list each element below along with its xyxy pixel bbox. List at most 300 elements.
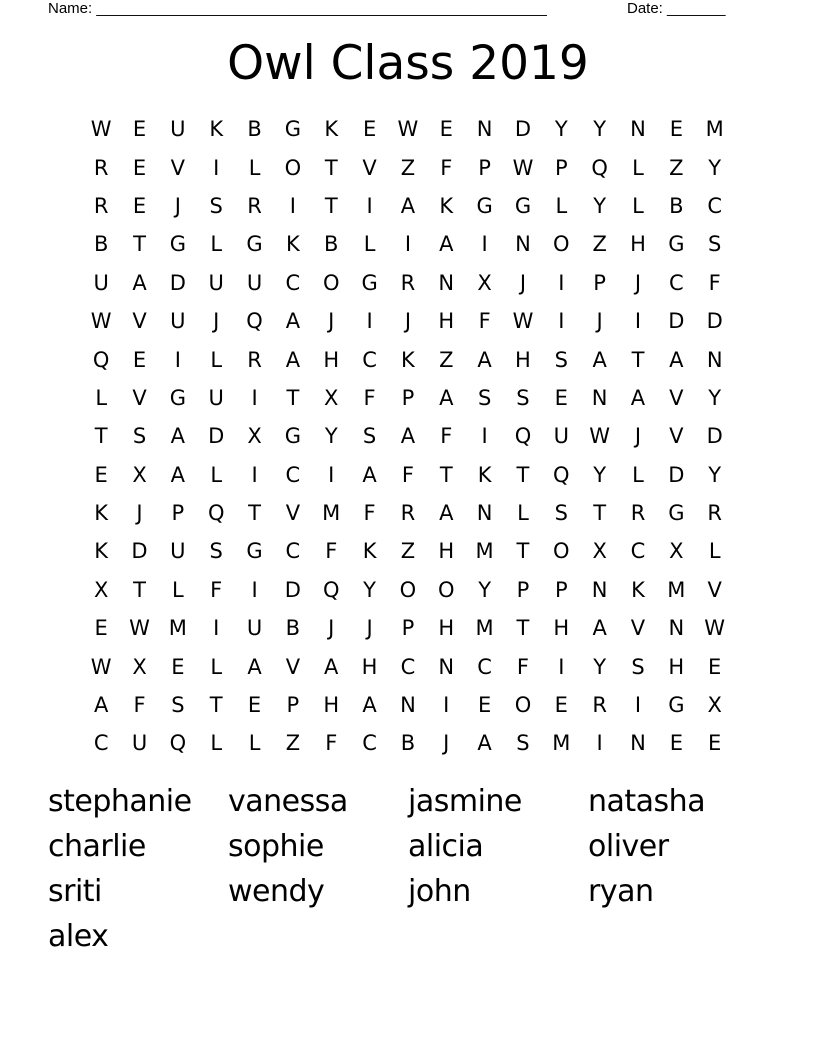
grid-letter: D (169, 270, 186, 295)
grid-letter: F (478, 309, 491, 334)
grid-letter: T (516, 616, 530, 641)
word-list (48, 779, 768, 959)
grid-letter: E (708, 654, 722, 679)
grid-letter: L (632, 462, 644, 487)
grid-letter: X (324, 385, 339, 410)
grid-letter: J (366, 616, 373, 641)
grid-letter: F (325, 539, 338, 564)
grid-letter: A (324, 654, 339, 679)
grid-letter: J (136, 501, 143, 526)
grid-letter: D (131, 539, 148, 564)
worksheet-header (48, 0, 768, 19)
grid-letter: K (477, 462, 492, 487)
grid-letter: W (397, 117, 419, 142)
grid-letter: S (477, 385, 492, 410)
grid-letter: V (132, 309, 147, 334)
grid-letter: A (592, 347, 607, 372)
grid-letter: G (361, 270, 378, 295)
grid-letter: O (322, 270, 340, 295)
grid-letter: A (630, 385, 646, 410)
grid-letter: F (325, 731, 338, 756)
grid-letter: R (247, 347, 262, 372)
grid-letter: W (90, 654, 112, 679)
grid-letter: A (285, 347, 301, 372)
grid-letter: E (132, 117, 147, 142)
grid-letter: F (440, 424, 453, 449)
grid-letter: F (708, 270, 721, 295)
grid-letter: E (132, 155, 147, 180)
grid-letter: B (285, 616, 301, 641)
grid-letter: L (708, 539, 721, 564)
grid-letter: K (94, 539, 109, 564)
grid-letter: Z (400, 539, 416, 564)
grid-letter: G (668, 232, 685, 257)
grid-letter: X (247, 424, 262, 449)
grid-letter: U (131, 731, 148, 756)
grid-letter: E (94, 462, 108, 487)
grid-letter: P (554, 577, 568, 602)
grid-letter: R (630, 501, 646, 526)
grid-letter: I (289, 193, 296, 218)
grid-letter: S (132, 424, 147, 449)
grid-letter: V (362, 155, 377, 180)
grid-letter: U (170, 309, 186, 334)
name-field: Name: ______________________________________________________ (48, 0, 547, 17)
grid-letter: B (247, 117, 262, 142)
grid-letter: D (514, 117, 532, 142)
grid-letter: I (213, 616, 220, 641)
grid-letter: G (284, 424, 302, 449)
grid-letter: V (707, 577, 722, 602)
grid-letter: O (438, 577, 455, 602)
grid-letter: G (476, 193, 493, 218)
grid-letter: D (284, 577, 301, 602)
grid-letter: N (668, 616, 685, 641)
grid-letter: C (285, 462, 301, 487)
grid-letter: O (514, 693, 532, 718)
grid-letter: T (248, 501, 261, 526)
grid-letter: L (172, 577, 184, 602)
grid-letter: A (170, 424, 186, 449)
word-list-item: john (408, 874, 471, 909)
grid-letter: J (328, 616, 335, 641)
grid-letter: T (209, 693, 223, 718)
grid-letter: X (132, 654, 147, 679)
grid-letter: S (554, 501, 568, 526)
grid-letter: I (634, 693, 642, 718)
grid-letter: L (632, 193, 644, 218)
grid-letter: K (209, 117, 224, 142)
grid-letter: P (593, 270, 606, 295)
grid-letter: E (132, 193, 147, 218)
grid-letter: J (174, 193, 181, 218)
grid-letter: I (481, 424, 488, 449)
grid-letter: A (285, 309, 301, 334)
grid-letter: J (596, 309, 603, 334)
grid-letter: A (93, 693, 109, 718)
grid-letter: N (591, 385, 608, 410)
grid-letter: L (248, 731, 261, 756)
grid-letter: U (553, 424, 569, 449)
grid-letter: V (132, 385, 147, 410)
grid-letter: S (708, 232, 722, 257)
grid-letter: Q (169, 731, 187, 756)
grid-letter: S (171, 693, 185, 718)
grid-letter: L (210, 654, 223, 679)
grid-letter: E (132, 347, 147, 372)
grid-letter: J (328, 309, 335, 334)
grid-letter: F (363, 385, 376, 410)
grid-letter: P (516, 577, 530, 602)
grid-letter: Q (92, 347, 110, 372)
grid-letter: Q (514, 424, 532, 449)
grid-letter: M (168, 616, 187, 641)
grid-letter: Y (363, 577, 376, 602)
grid-letter: N (438, 270, 455, 295)
grid-letter: P (401, 385, 415, 410)
grid-letter: I (213, 155, 220, 180)
grid-letter: D (706, 424, 723, 449)
grid-letter: L (210, 462, 223, 487)
grid-letter: J (634, 270, 642, 295)
grid-letter: K (631, 577, 645, 602)
grid-letter: G (514, 193, 532, 218)
grid-letter: W (589, 424, 611, 449)
grid-letter: K (324, 117, 339, 142)
grid-letter: X (707, 693, 722, 718)
grid-letter: X (132, 462, 147, 487)
grid-letter: A (132, 270, 147, 295)
grid-letter: Y (708, 462, 722, 487)
grid-letter: N (706, 347, 723, 372)
grid-letter: L (210, 232, 223, 257)
grid-letter: Y (593, 462, 607, 487)
grid-letter: M (705, 117, 724, 142)
grid-letter: E (247, 693, 262, 718)
grid-letter: L (517, 501, 529, 526)
page-title: Owl Class 2019 (227, 36, 589, 91)
word-list-item: charlie (48, 829, 146, 864)
grid-letter: F (401, 462, 414, 487)
grid-letter: R (247, 193, 262, 218)
word-list-item: natasha (588, 784, 706, 819)
grid-letter: D (668, 462, 685, 487)
grid-letter: T (133, 232, 146, 257)
grid-letter: F (516, 654, 529, 679)
grid-letter: R (93, 193, 109, 218)
grid-letter: U (246, 616, 263, 641)
grid-letter: P (554, 155, 568, 180)
grid-letter: E (439, 117, 453, 142)
word-list-item: stephanie (48, 784, 192, 819)
grid-letter: I (558, 270, 565, 295)
grid-letter: V (630, 616, 646, 641)
grid-letter: G (246, 232, 263, 257)
grid-letter: T (94, 424, 108, 449)
grid-letter: C (362, 347, 377, 372)
grid-letter: O (553, 232, 570, 257)
grid-letter: N (400, 693, 416, 718)
grid-letter: O (553, 539, 570, 564)
grid-letter: P (286, 693, 300, 718)
grid-letter: L (210, 731, 223, 756)
grid-letter: R (93, 155, 109, 180)
word-list-item: alicia (408, 829, 484, 864)
grid-letter: J (443, 731, 450, 756)
grid-letter: C (668, 270, 684, 295)
word-list-item: alex (48, 919, 109, 954)
grid-letter: Y (593, 193, 607, 218)
grid-letter: D (706, 309, 723, 334)
word-list-item: sriti (48, 874, 102, 909)
grid-letter: D (208, 424, 225, 449)
grid-letter: S (362, 424, 377, 449)
grid-letter: M (667, 577, 686, 602)
grid-letter: J (634, 424, 642, 449)
grid-letter: P (171, 501, 185, 526)
grid-letter: O (284, 155, 302, 180)
grid-letter: V (285, 501, 301, 526)
grid-letter: Z (669, 155, 684, 180)
grid-letter: A (362, 693, 377, 718)
grid-letter: I (366, 309, 373, 334)
grid-letter: L (555, 193, 568, 218)
grid-letter: T (324, 155, 338, 180)
grid-letter: H (323, 693, 340, 718)
grid-letter: E (554, 693, 568, 718)
grid-letter: S (516, 731, 530, 756)
grid-letter: I (481, 232, 488, 257)
grid-letter: H (668, 654, 685, 679)
grid-letter: B (93, 232, 109, 257)
grid-letter: Z (285, 731, 301, 756)
grid-letter: G (668, 501, 685, 526)
grid-letter: C (93, 731, 109, 756)
grid-letter: A (439, 385, 454, 410)
grid-letter: J (519, 270, 527, 295)
grid-letter: P (401, 616, 415, 641)
grid-letter: Z (592, 232, 607, 257)
grid-letter: E (669, 117, 683, 142)
grid-letter: I (328, 462, 335, 487)
grid-letter: H (438, 539, 455, 564)
grid-letter: X (669, 539, 684, 564)
grid-letter: T (516, 462, 530, 487)
grid-letter: H (553, 616, 570, 641)
grid-letter: Y (554, 117, 568, 142)
grid-letter: S (209, 193, 223, 218)
grid-letter: S (631, 654, 645, 679)
grid-letter: E (708, 731, 722, 756)
word-list-item: sophie (228, 829, 324, 864)
grid-letter: U (93, 270, 109, 295)
grid-letter: L (210, 347, 223, 372)
grid-letter: I (366, 193, 373, 218)
grid-letter: Y (708, 385, 722, 410)
grid-letter: B (324, 232, 339, 257)
grid-letter: K (94, 501, 109, 526)
grid-letter: E (171, 654, 185, 679)
grid-letter: Y (708, 155, 722, 180)
grid-letter: V (669, 424, 684, 449)
grid-letter: U (170, 117, 186, 142)
grid-letter: T (324, 193, 338, 218)
grid-letter: E (94, 616, 108, 641)
grid-letter: I (251, 385, 258, 410)
grid-letter: L (363, 232, 376, 257)
grid-letter: X (477, 270, 492, 295)
grid-letter: M (475, 539, 494, 564)
grid-letter: H (438, 309, 455, 334)
grid-letter: A (247, 654, 262, 679)
grid-letter: W (704, 616, 726, 641)
grid-letter: T (593, 501, 607, 526)
grid-letter: N (515, 232, 531, 257)
grid-letter: B (400, 731, 416, 756)
grid-letter: U (246, 270, 263, 295)
grid-letter: Y (478, 577, 492, 602)
grid-letter: C (707, 193, 722, 218)
grid-letter: A (477, 731, 492, 756)
grid-letter: I (634, 309, 642, 334)
grid-letter: M (322, 501, 341, 526)
grid-letter: T (133, 577, 146, 602)
grid-letter: T (439, 462, 453, 487)
grid-letter: K (439, 193, 454, 218)
grid-letter: N (476, 501, 493, 526)
grid-letter: Q (591, 155, 608, 180)
grid-letter: F (363, 501, 376, 526)
grid-letter: Y (593, 654, 607, 679)
grid-letter: G (169, 232, 186, 257)
grid-letter: V (285, 654, 301, 679)
grid-letter: X (592, 539, 607, 564)
grid-letter: H (515, 347, 531, 372)
grid-letter: M (552, 731, 571, 756)
grid-letter: L (248, 155, 261, 180)
grid-letter: L (632, 155, 644, 180)
grid-letter: R (592, 693, 607, 718)
grid-letter: H (438, 616, 455, 641)
grid-letter: W (90, 117, 112, 142)
grid-letter: T (516, 539, 530, 564)
grid-letter: T (286, 385, 300, 410)
grid-letter: W (129, 616, 150, 641)
word-list-item: oliver (588, 829, 669, 864)
grid-letter: A (669, 347, 684, 372)
grid-letter: H (630, 232, 646, 257)
grid-letter: W (512, 309, 534, 334)
grid-letter: I (558, 309, 565, 334)
grid-letter: U (208, 270, 224, 295)
grid-letter: R (400, 501, 416, 526)
grid-letter: I (251, 462, 258, 487)
grid-letter: H (323, 347, 340, 372)
grid-letter: Z (439, 347, 454, 372)
grid-letter: J (404, 309, 412, 334)
grid-letter: Q (322, 577, 340, 602)
grid-letter: H (361, 654, 378, 679)
grid-letter: X (93, 577, 109, 602)
grid-letter: N (438, 654, 455, 679)
word-list-item: wendy (228, 874, 325, 909)
grid-letter: P (478, 155, 491, 180)
grid-letter: S (554, 347, 568, 372)
grid-letter: F (210, 577, 223, 602)
grid-letter: A (400, 424, 416, 449)
grid-letter: W (512, 155, 534, 180)
grid-letter: S (516, 385, 530, 410)
grid-letter: R (707, 501, 722, 526)
grid-letter: A (439, 501, 454, 526)
grid-letter: N (630, 731, 646, 756)
grid-letter: K (401, 347, 415, 372)
grid-letter: I (174, 347, 181, 372)
grid-letter: N (630, 117, 646, 142)
date-field: Date: _______ (627, 0, 726, 17)
grid-letter: Q (207, 501, 225, 526)
grid-letter: Q (246, 309, 263, 334)
grid-letter: I (404, 232, 412, 257)
grid-letter: E (669, 731, 683, 756)
grid-letter: U (208, 385, 224, 410)
grid-letter: B (669, 193, 684, 218)
grid-letter: U (170, 539, 186, 564)
grid-letter: C (630, 539, 646, 564)
grid-letter: C (285, 270, 301, 295)
grid-letter: O (399, 577, 417, 602)
grid-letter: Q (553, 462, 570, 487)
grid-letter: E (362, 117, 377, 142)
grid-letter: E (554, 385, 568, 410)
word-list-item: vanessa (228, 784, 348, 819)
grid-letter: C (400, 654, 416, 679)
grid-letter: W (90, 309, 112, 334)
grid-letter: Y (593, 117, 607, 142)
grid-letter: G (284, 117, 302, 142)
grid-letter: A (400, 193, 416, 218)
grid-letter: A (592, 616, 607, 641)
grid-letter: C (362, 731, 377, 756)
grid-letter: G (169, 385, 186, 410)
grid-letter: G (246, 539, 263, 564)
grid-letter: I (596, 731, 603, 756)
grid-letter: I (443, 693, 450, 718)
grid-letter: Y (324, 424, 338, 449)
grid-letter: M (475, 616, 494, 641)
grid-letter: C (477, 654, 492, 679)
grid-letter: I (558, 654, 565, 679)
grid-letter: A (477, 347, 492, 372)
grid-letter: F (133, 693, 146, 718)
grid-letter: C (285, 539, 301, 564)
grid-letter: E (477, 693, 492, 718)
grid-letter: K (286, 232, 300, 257)
grid-letter: R (400, 270, 416, 295)
grid-letter: F (440, 155, 453, 180)
grid-letter: D (668, 309, 685, 334)
grid-letter: L (95, 385, 108, 410)
grid-letter: T (631, 347, 645, 372)
grid-letter: A (362, 462, 377, 487)
grid-letter: N (476, 117, 493, 142)
letter-grid (82, 110, 734, 763)
word-list-item: jasmine (408, 784, 522, 819)
grid-letter: V (170, 155, 186, 180)
grid-letter: I (251, 577, 258, 602)
word-list-item: ryan (588, 874, 654, 909)
grid-letter: S (209, 539, 223, 564)
